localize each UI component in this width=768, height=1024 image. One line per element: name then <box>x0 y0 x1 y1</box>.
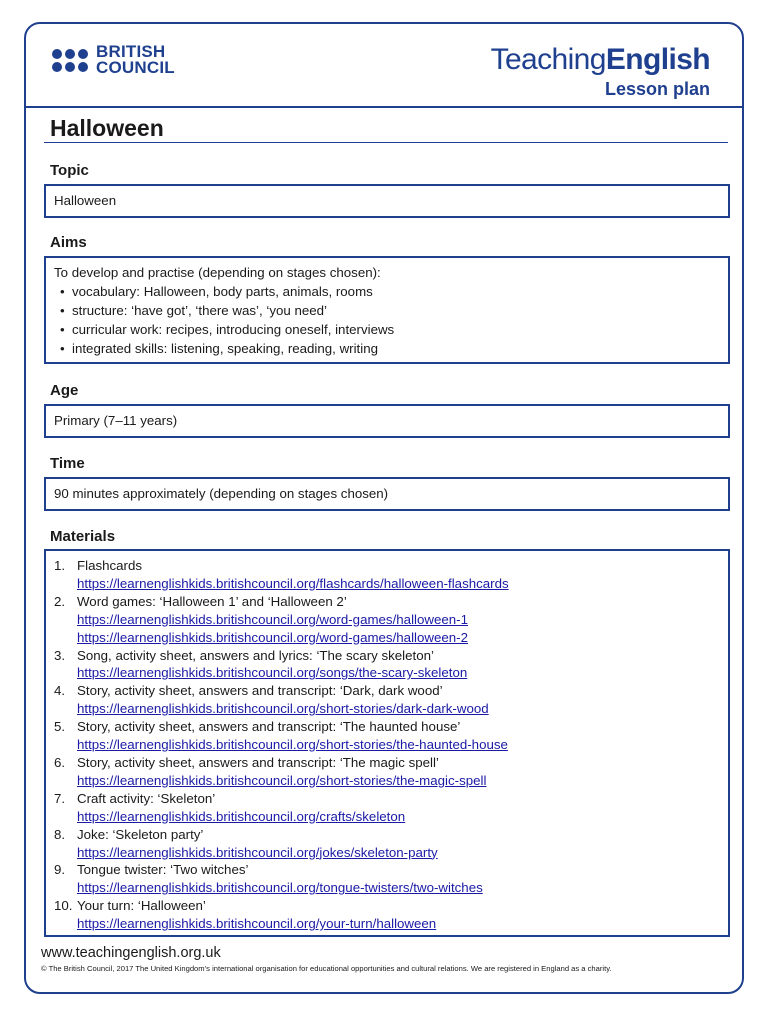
logo-dots-icon <box>52 49 88 72</box>
time-box <box>44 477 730 511</box>
list-item: 1. Flashcards https://learnenglishkids.britishcouncil.org/flashcards/halloween-flashcards <box>54 557 720 593</box>
material-link[interactable]: https://learnenglishkids.britishcouncil.org/flashcards/halloween-flashcards <box>77 575 509 591</box>
materials-box <box>44 549 730 937</box>
time-heading: Time <box>50 455 85 472</box>
list-item: 5. Story, activity sheet, answers and transcript: ‘The haunted house’ https://learnenglishkids.britishcouncil.org/short-stories/the-haunted-house <box>54 718 720 754</box>
footer-url[interactable]: www.teachingenglish.org.uk <box>41 945 221 961</box>
material-link[interactable]: https://learnenglishkids.britishcouncil.org/crafts/skeleton <box>77 808 406 824</box>
material-link[interactable]: https://learnenglishkids.britishcouncil.org/short-stories/the-haunted-house <box>77 737 508 753</box>
british-council-logo <box>52 44 175 76</box>
aims-list <box>54 282 720 358</box>
age-text: Primary (7–11 years) <box>54 413 178 428</box>
topic-text: Halloween <box>54 193 117 208</box>
material-link[interactable]: https://learnenglishkids.britishcouncil.org/tongue-twisters/two-witches <box>77 880 483 896</box>
footer-copyright: © The British Council, 2017 The United Kingdom’s international organisation for educational opportunities and cultural relations. We are registered in England as a charity. <box>41 964 612 973</box>
materials-list <box>54 557 720 933</box>
material-link[interactable]: https://learnenglishkids.britishcouncil.org/jokes/skeleton-party <box>77 844 438 860</box>
aims-item: • curricular work: recipes, introducing oneself, interviews <box>72 320 720 339</box>
lesson-plan-label: Lesson plan <box>604 79 710 99</box>
aims-item: • integrated skills: listening, speaking, reading, writing <box>72 339 720 358</box>
page-title: Halloween <box>50 115 164 141</box>
list-item: 6. Story, activity sheet, answers and transcript: ‘The magic spell’ https://learnenglishkids.britishcouncil.org/short-stories/the-magic-spell <box>54 754 720 790</box>
material-link[interactable]: https://learnenglishkids.britishcouncil.org/word-games/halloween-2 <box>77 629 468 645</box>
list-item: 9. Tongue twister: ‘Two witches’ https://learnenglishkids.britishcouncil.org/tongue-twisters/two-witches <box>54 861 720 897</box>
lesson-plan-page <box>24 22 744 994</box>
age-box <box>44 404 730 438</box>
list-item: 2. Word games: ‘Halloween 1’ and ‘Halloween 2’ https://learnenglishkids.britishcouncil.org/word-games/halloween-1 https://learnenglishkids.britishcouncil.org/word-games/halloween-2 <box>54 593 720 647</box>
aims-item: • structure: ‘have got’, ‘there was’, ‘you need’ <box>72 301 720 320</box>
material-link[interactable]: https://learnenglishkids.britishcouncil.org/short-stories/the-magic-spell <box>77 772 487 788</box>
topic-box <box>44 184 730 218</box>
page-header <box>26 24 742 108</box>
age-heading: Age <box>50 382 79 399</box>
teaching-english-brand <box>491 44 710 100</box>
aims-box <box>44 256 730 364</box>
list-item: 3. Song, activity sheet, answers and lyrics: ‘The scary skeleton’ https://learnenglishkids.britishcouncil.org/songs/the-scary-skeleton <box>54 647 720 683</box>
list-item: 10. Your turn: ‘Halloween’ https://learnenglishkids.britishcouncil.org/your-turn/halloween <box>54 897 720 933</box>
list-item: 7. Craft activity: ‘Skeleton’ https://learnenglishkids.britishcouncil.org/crafts/skeleton <box>54 790 720 826</box>
brand-title: TeachingEnglish <box>490 43 710 76</box>
material-link[interactable]: https://learnenglishkids.britishcouncil.org/your-turn/halloween <box>77 916 437 932</box>
list-item: 8. Joke: ‘Skeleton party’ https://learnenglishkids.britishcouncil.org/jokes/skeleton-party <box>54 826 720 862</box>
aims-heading: Aims <box>50 234 87 251</box>
material-link[interactable]: https://learnenglishkids.britishcouncil.org/songs/the-scary-skeleton <box>77 665 468 681</box>
time-text: 90 minutes approximately (depending on stages chosen) <box>54 486 389 501</box>
aims-item: • vocabulary: Halloween, body parts, animals, rooms <box>72 282 720 301</box>
topic-heading: Topic <box>50 162 89 179</box>
materials-heading: Materials <box>50 528 116 545</box>
material-link[interactable]: https://learnenglishkids.britishcouncil.org/word-games/halloween-1 <box>77 611 468 627</box>
material-link[interactable]: https://learnenglishkids.britishcouncil.org/short-stories/dark-dark-wood <box>77 701 489 717</box>
title-divider <box>44 142 728 143</box>
aims-intro: To develop and practise (depending on stages chosen): <box>54 265 381 280</box>
list-item: 4. Story, activity sheet, answers and transcript: ‘Dark, dark wood’ https://learnenglishkids.britishcouncil.org/short-stories/dark-dark-wood <box>54 682 720 718</box>
logo-text: BRITISH COUNCIL <box>96 42 175 77</box>
